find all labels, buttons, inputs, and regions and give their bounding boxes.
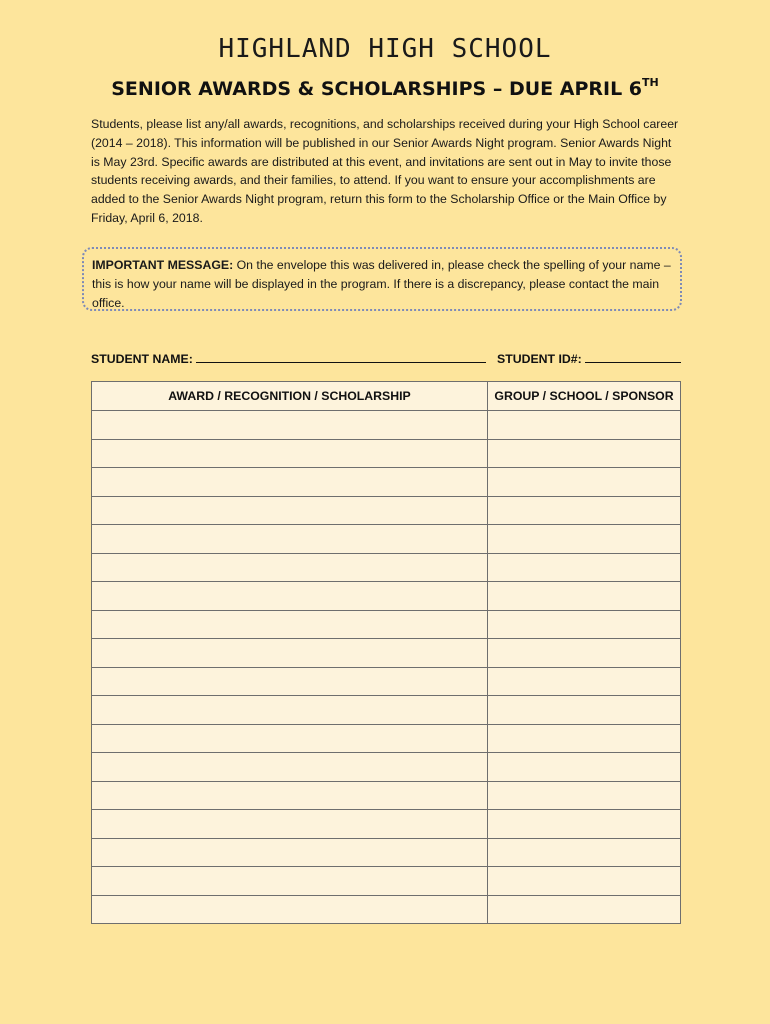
sponsor-cell[interactable]: [488, 724, 681, 753]
sponsor-cell[interactable]: [488, 639, 681, 668]
table-header-row: [92, 382, 681, 411]
sponsor-cell[interactable]: [488, 895, 681, 924]
sponsor-cell[interactable]: [488, 810, 681, 839]
sponsor-cell[interactable]: [488, 439, 681, 468]
award-cell[interactable]: [92, 582, 488, 611]
table-row: [92, 439, 681, 468]
important-message-label: IMPORTANT MESSAGE:: [92, 258, 234, 272]
student-id-label: STUDENT ID#:: [497, 352, 586, 366]
award-cell[interactable]: [92, 724, 488, 753]
award-cell[interactable]: [92, 439, 488, 468]
student-name-blank[interactable]: [196, 351, 486, 363]
sponsor-cell[interactable]: [488, 610, 681, 639]
table-row: [92, 411, 681, 440]
table-row: [92, 867, 681, 896]
award-cell[interactable]: [92, 610, 488, 639]
table-row: [92, 468, 681, 497]
awards-table: [91, 381, 681, 924]
important-message-box: [82, 247, 682, 311]
sponsor-cell[interactable]: [488, 667, 681, 696]
sponsor-cell[interactable]: [488, 496, 681, 525]
award-cell[interactable]: [92, 867, 488, 896]
form-title-superscript: TH: [642, 76, 659, 89]
student-id-blank[interactable]: [585, 351, 681, 363]
table-row: [92, 582, 681, 611]
important-message-text: On the envelope this was delivered in, please check the spelling of your name – this is how your name will be displayed in the program. If there is a discrepancy, please contact the main office.: [92, 258, 671, 310]
table-row: [92, 781, 681, 810]
award-cell[interactable]: [92, 525, 488, 554]
sponsor-cell[interactable]: [488, 838, 681, 867]
award-cell[interactable]: [92, 639, 488, 668]
award-cell[interactable]: [92, 810, 488, 839]
table-row: [92, 753, 681, 782]
sponsor-cell[interactable]: [488, 525, 681, 554]
school-name: HIGHLAND HIGH SCHOOL: [218, 34, 552, 64]
table-row: [92, 724, 681, 753]
student-name-field[interactable]: [91, 351, 486, 366]
student-name-label: STUDENT NAME:: [91, 352, 197, 366]
award-cell[interactable]: [92, 838, 488, 867]
form-title: [0, 78, 770, 100]
sponsor-cell[interactable]: [488, 696, 681, 725]
sponsor-cell[interactable]: [488, 582, 681, 611]
sponsor-cell[interactable]: [488, 781, 681, 810]
award-cell[interactable]: [92, 781, 488, 810]
award-cell[interactable]: [92, 696, 488, 725]
table-row: [92, 496, 681, 525]
award-cell[interactable]: [92, 411, 488, 440]
table-row: [92, 610, 681, 639]
table-row: [92, 838, 681, 867]
sponsor-cell[interactable]: [488, 753, 681, 782]
table-row: [92, 696, 681, 725]
table-row: [92, 667, 681, 696]
table-row: [92, 639, 681, 668]
award-cell[interactable]: [92, 895, 488, 924]
table-row: [92, 525, 681, 554]
sponsor-cell[interactable]: [488, 468, 681, 497]
intro-paragraph: Students, please list any/all awards, recognitions, and scholarships received during your High School career (2014 – 2018). This information will be published in our Senior Awards Night program. Senior Awards Night is May 23rd. Specific awards are distributed at this event, and invitations are sent out in May to invite those students receiving awards, and their families, to attend. If you want to ensure your accomplishments are added to the Senior Awards Night program, return this form to the Scholarship Office or the Main Office by Friday, April 6, 2018.: [91, 117, 679, 225]
form-title-text: SENIOR AWARDS & SCHOLARSHIPS – DUE APRIL 6: [111, 78, 643, 100]
table-row: [92, 810, 681, 839]
sponsor-cell[interactable]: [488, 553, 681, 582]
award-cell[interactable]: [92, 553, 488, 582]
student-id-field[interactable]: [497, 351, 681, 366]
award-cell[interactable]: [92, 468, 488, 497]
sponsor-cell[interactable]: [488, 867, 681, 896]
sponsor-cell[interactable]: [488, 411, 681, 440]
award-cell[interactable]: [92, 667, 488, 696]
awards-table-body: [92, 411, 681, 924]
award-cell[interactable]: [92, 496, 488, 525]
column-header-sponsor: GROUP / SCHOOL / SPONSOR: [488, 382, 681, 411]
table-row: [92, 895, 681, 924]
award-cell[interactable]: [92, 753, 488, 782]
column-header-award: AWARD / RECOGNITION / SCHOLARSHIP: [92, 382, 488, 411]
table-row: [92, 553, 681, 582]
